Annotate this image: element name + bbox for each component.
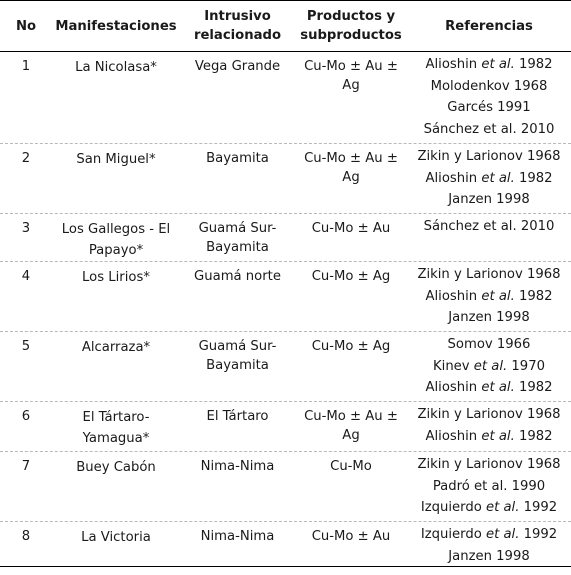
references-cell: [407, 404, 571, 447]
intrusivo-name: Vega Grande: [194, 59, 281, 74]
productos-cell: Cu-Mo ± Au: [311, 529, 391, 544]
manifestacion-name: La Nicolasa*: [75, 60, 157, 75]
reference-entry: Alioshin et al. 1982: [425, 428, 553, 444]
references-cell: [407, 334, 571, 399]
intrusivo-name: Guamá Sur-Bayamita: [198, 339, 277, 373]
row-number: 1: [21, 59, 31, 74]
references-cell: [407, 54, 571, 140]
reference-entry: Padró et al. 1990: [432, 478, 546, 494]
reference-entry: Sánchez et al. 2010: [423, 219, 555, 234]
manifestacion-name: Los Lirios*: [82, 270, 150, 285]
reference-entry: Molodenkov 1968: [430, 78, 548, 94]
manifestacion-name: La Victoria: [81, 530, 151, 545]
header-no: No: [15, 19, 37, 34]
reference-entry: Izquierdo et al. 1992: [420, 500, 558, 515]
manifestacion-name: Los Gallegos - El Papayo*: [61, 222, 171, 258]
productos-cell: Cu-Mo ± Ag: [311, 339, 391, 354]
table-header: [0, 0, 571, 52]
row-number: 2: [21, 151, 31, 166]
reference-entry: Zikin y Larionov 1968: [417, 267, 561, 282]
reference-entry: Zikin y Larionov 1968: [417, 149, 561, 164]
intrusivo-name: Guamá Sur-Bayamita: [198, 221, 277, 255]
productos-cell: Cu-Mo: [330, 459, 372, 474]
references-cell: [407, 524, 571, 567]
reference-entry: Alioshin et al. 1982: [425, 57, 553, 72]
productos-cell: Cu-Mo ± Au: [311, 221, 391, 236]
productos-cell: Cu-Mo ± Au ± Ag: [304, 409, 398, 443]
productos-cell: Cu-Mo ± Au ± Ag: [304, 59, 398, 93]
intrusivo-name: Nima-Nima: [200, 529, 275, 544]
table-row: [0, 522, 571, 567]
reference-entry: Kinev et al. 1970: [433, 358, 545, 374]
manifestacion-name: Alcarraza*: [81, 340, 151, 355]
intrusivo-name: El Tártaro: [206, 409, 269, 424]
row-number: 6: [21, 409, 31, 424]
table-row: [0, 214, 571, 262]
reference-entry: Somov 1966: [447, 337, 531, 352]
table-row: [0, 144, 571, 214]
row-number: 7: [21, 459, 31, 474]
table-body: [0, 52, 571, 567]
references-cell: [407, 146, 571, 211]
row-number: 4: [21, 269, 31, 284]
header-productos: Productos y subproductos: [300, 9, 402, 43]
reference-entry: Janzen 1998: [448, 548, 530, 564]
intrusivo-name: Bayamita: [206, 151, 269, 166]
references-cell: [407, 454, 571, 519]
reference-entry: Sánchez et al. 2010: [423, 121, 555, 137]
row-number: 5: [21, 339, 31, 354]
intrusivo-name: Nima-Nima: [200, 459, 275, 474]
reference-entry: Alioshin et al. 1982: [425, 380, 553, 395]
reference-entry: Janzen 1998: [448, 310, 530, 325]
table-row: [0, 52, 571, 144]
reference-entry: Alioshin et al. 1982: [425, 170, 553, 186]
reference-entry: Garcés 1991: [447, 100, 531, 115]
table-row: [0, 262, 571, 332]
reference-entry: Zikin y Larionov 1968: [417, 457, 561, 472]
header-intrusivo: Intrusivo relacionado: [193, 9, 282, 43]
table-row: [0, 332, 571, 402]
reference-entry: Izquierdo et al. 1992: [420, 527, 558, 542]
table-row: [0, 452, 571, 522]
reference-entry: Zikin y Larionov 1968: [417, 407, 561, 422]
row-number: 8: [21, 529, 31, 544]
reference-entry: Janzen 1998: [448, 192, 530, 207]
references-cell: [407, 216, 571, 238]
table-row: [0, 402, 571, 452]
intrusivo-name: Guamá norte: [194, 269, 281, 284]
reference-entry: Alioshin et al. 1982: [425, 288, 553, 304]
manifestacion-name: El Tártaro-Yamagua*: [82, 410, 150, 446]
references-cell: [407, 264, 571, 329]
row-number: 3: [21, 221, 31, 236]
productos-cell: Cu-Mo ± Au ± Ag: [304, 151, 398, 185]
header-manifestaciones: Manifestaciones: [55, 19, 177, 34]
manifestacion-name: Buey Cabón: [76, 460, 156, 475]
productos-cell: Cu-Mo ± Ag: [311, 269, 391, 284]
manifestacion-name: San Miguel*: [76, 152, 156, 167]
header-referencias: Referencias: [445, 19, 533, 34]
